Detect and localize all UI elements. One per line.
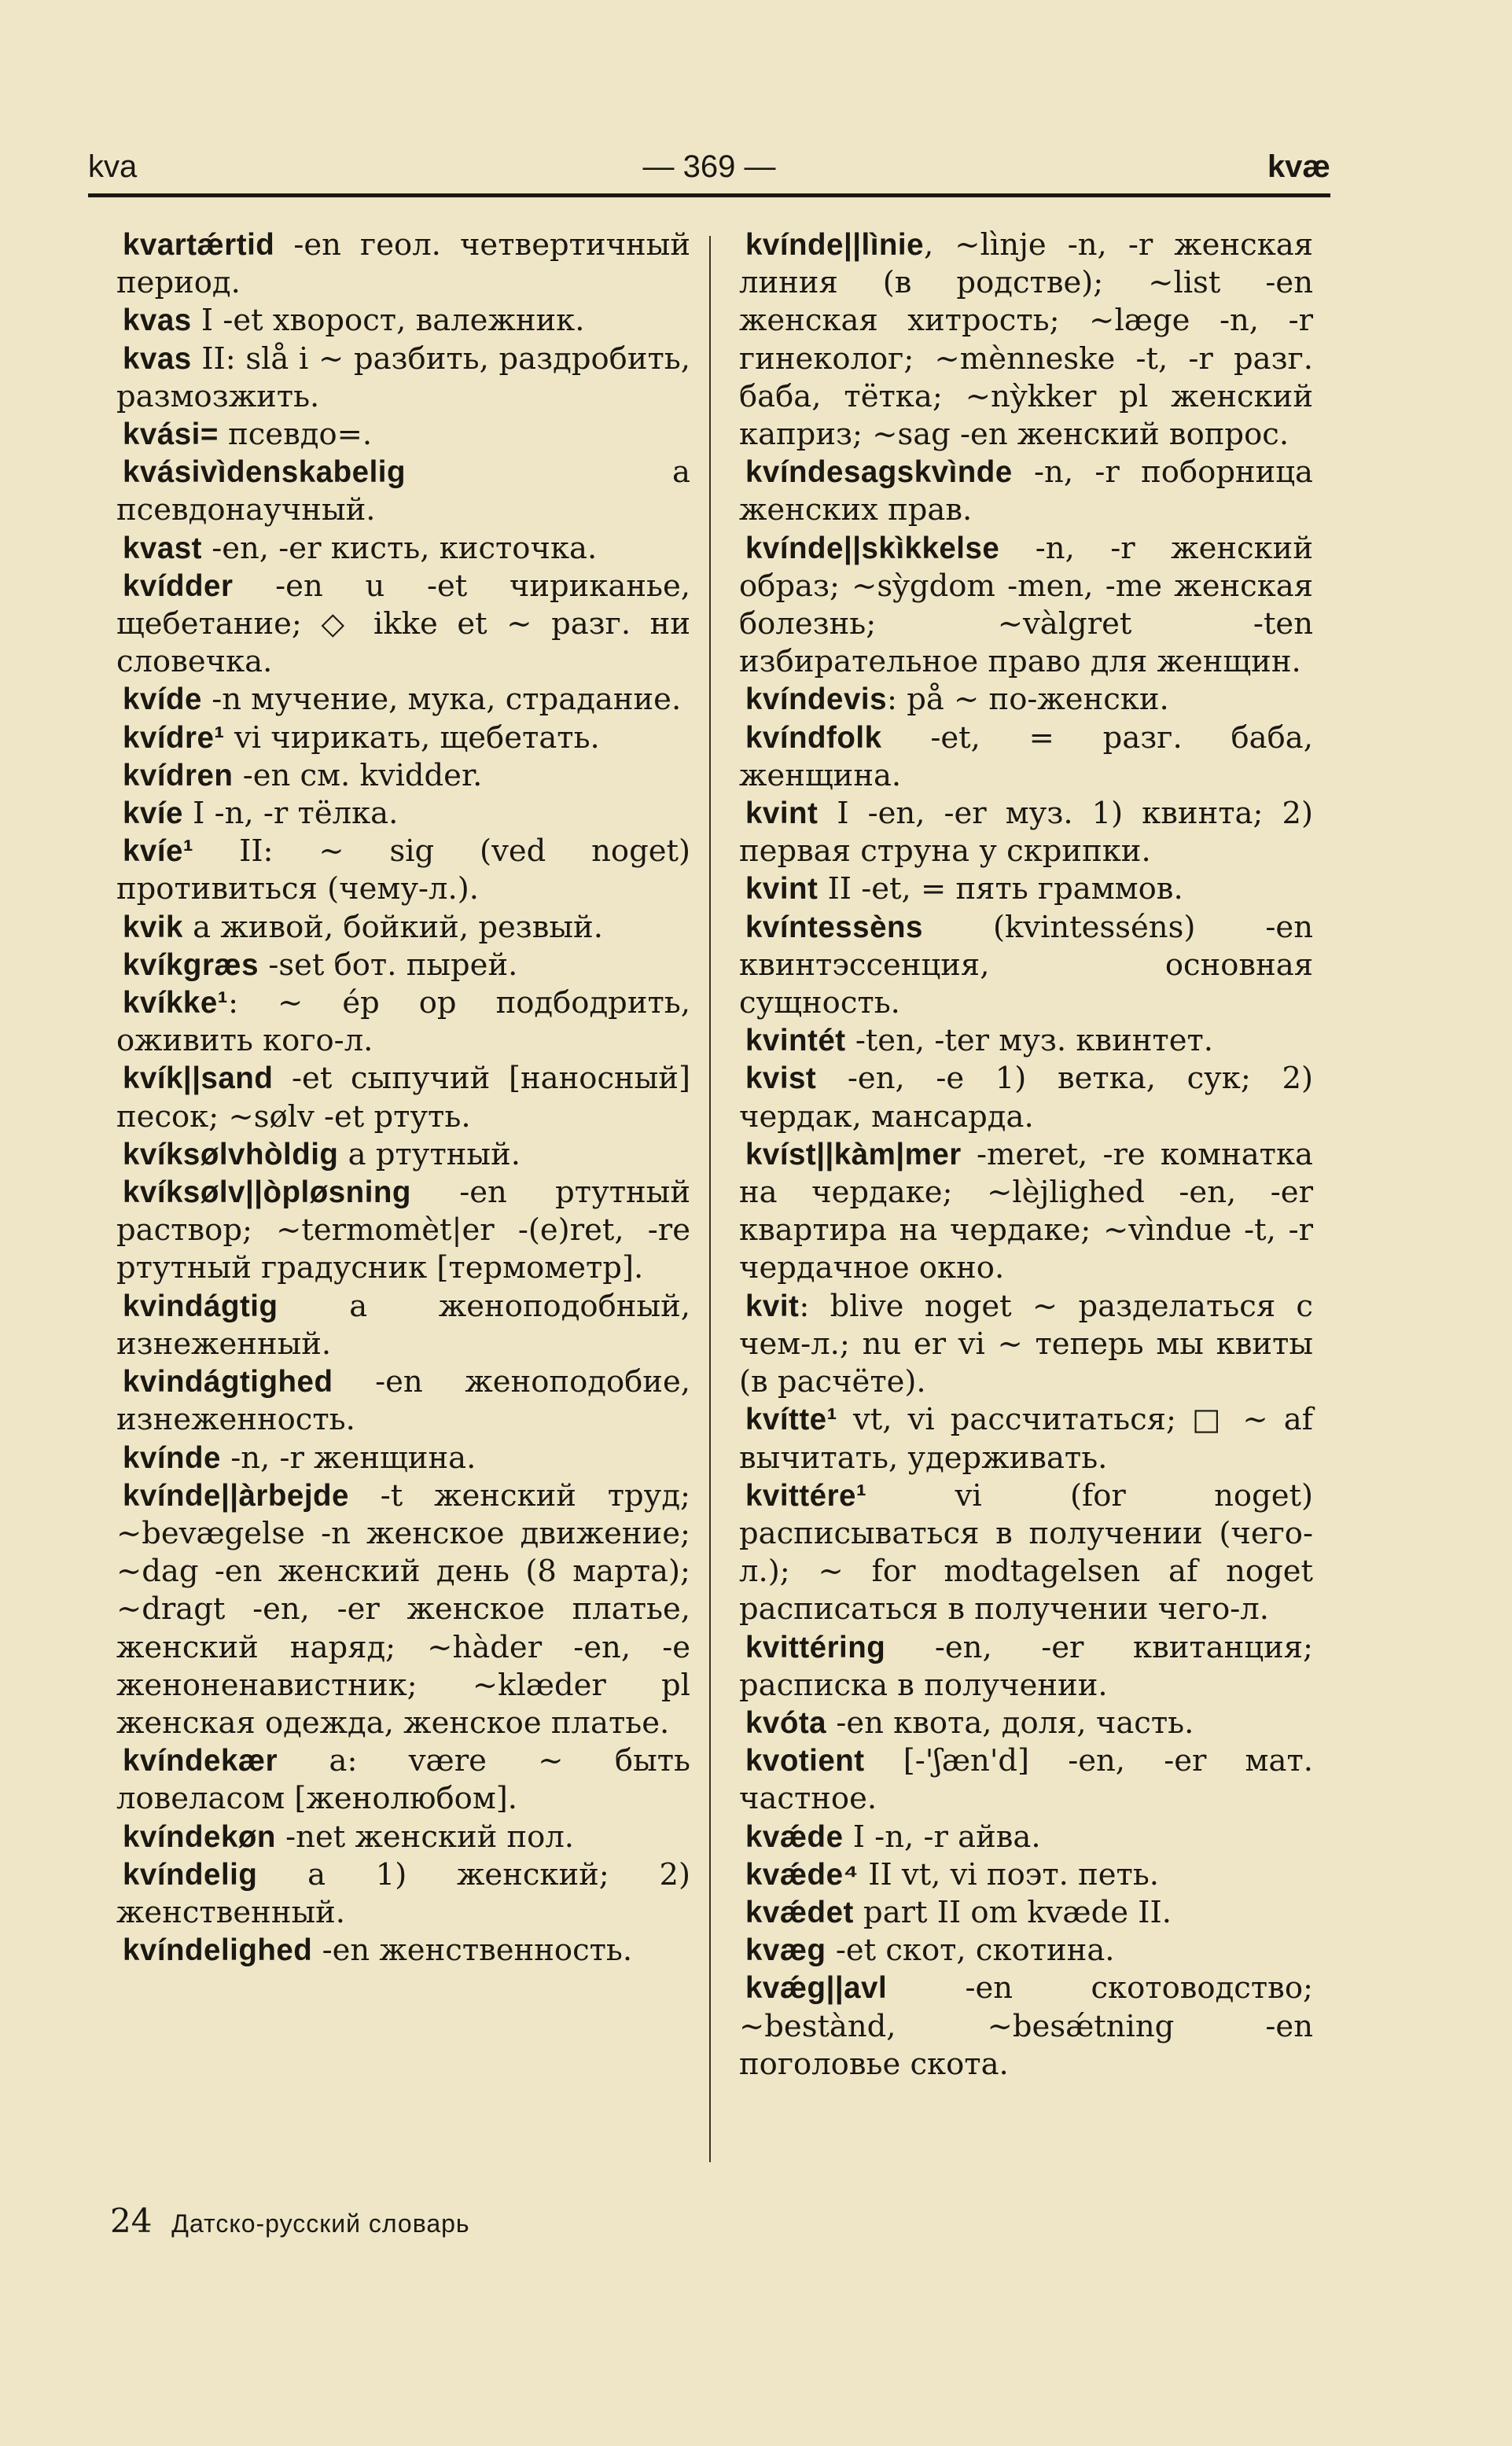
entry-headword: kvíksølvhòldig xyxy=(123,1137,339,1172)
entry-definition: -en, -e 1) ветка, сук; 2) чердак, мансарда. xyxy=(739,1061,1313,1135)
entry-definition: a псевдонаучный. xyxy=(116,454,690,528)
dictionary-entry xyxy=(116,1060,690,1135)
entry-headword: kvæg xyxy=(745,1933,826,1968)
entry-definition: -net женский пол. xyxy=(275,1819,575,1855)
entry-headword: kvínde||lìnie xyxy=(745,228,925,262)
entry-headword: kvartǽrtid xyxy=(123,228,275,262)
dictionary-entry xyxy=(116,454,690,529)
dictionary-entry xyxy=(739,1894,1313,1932)
entry-headword: kvist xyxy=(745,1061,817,1096)
left-column xyxy=(116,226,690,1970)
entry-headword: kvík||sand xyxy=(123,1061,274,1096)
entry-definition: (kvintesséns) -en квинтэссенция, основная сущность. xyxy=(739,909,1313,1021)
dictionary-entry xyxy=(739,1932,1313,1970)
entry-headword: kvas xyxy=(123,341,192,376)
dictionary-entry xyxy=(116,1742,690,1818)
dictionary-entry xyxy=(739,681,1313,719)
dictionary-entry xyxy=(739,454,1313,529)
entry-definition: -et скот, скотина. xyxy=(826,1933,1115,1969)
entry-headword: kvíe xyxy=(123,796,183,831)
entry-headword: kvast xyxy=(123,531,202,565)
entry-headword: kvíksølv||òpløsning xyxy=(123,1175,411,1210)
entry-headword: kvintét xyxy=(745,1024,846,1058)
entry-headword: kvíndelighed xyxy=(123,1933,313,1968)
entry-headword: kvik xyxy=(123,910,183,944)
header-guide-word-left: kva xyxy=(88,149,138,184)
dictionary-entry xyxy=(116,1363,690,1439)
entry-definition: -en, -er квитанция; расписка в получении. xyxy=(739,1629,1313,1703)
entry-definition: -en ртутный раствор; ∼termomèt|er -(e)ret, -re ртутный градусник [термометр]. xyxy=(116,1175,690,1286)
entry-definition: II -et, = пять граммов. xyxy=(818,871,1183,907)
dictionary-entry xyxy=(739,1060,1313,1135)
entry-definition: -meret, -re комнатка на чердаке; ∼lèjlighed -en, -er квартира на чердаке; ∼vìndue -t, -r чердачное окно. xyxy=(739,1136,1313,1286)
dictionary-entry xyxy=(116,719,690,757)
entry-definition: vi (for noget) расписываться в получении (чего-л.); ∼ for modtagelsen af noget расписаться в получении чего-л. xyxy=(739,1477,1313,1628)
entry-headword: kvínde xyxy=(123,1440,221,1475)
entry-headword: kvíndevis xyxy=(745,682,887,717)
entry-headword: kvit xyxy=(745,1289,800,1323)
entry-headword: kvínde||àrbejde xyxy=(123,1478,349,1513)
entry-definition: [-'ʃæn'd] -en, -er мат. частное. xyxy=(739,1743,1313,1817)
dictionary-entry xyxy=(116,757,690,795)
dictionary-entry xyxy=(739,1477,1313,1629)
dictionary-entry xyxy=(739,1970,1313,2084)
dictionary-entry xyxy=(116,226,690,302)
entry-definition: -t женский труд; ∼bevægelse -n женское движение; ∼dag -en женский день (8 марта); ∼dragt -en, -er женское платье, женский наряд; ∼hàder -en, -e женоненавистник; ∼klæder pl женская одежда, женское платье. xyxy=(116,1477,690,1741)
dictionary-entry xyxy=(116,1440,690,1477)
dictionary-entry xyxy=(116,909,690,947)
entry-definition: -en квота, доля, часть. xyxy=(826,1705,1194,1741)
entry-definition: : ∼ ép op подбодрить, оживить кого-л. xyxy=(116,985,690,1059)
entry-definition: II: slå i ∼ разбить, раздробить, размозжить. xyxy=(116,340,690,414)
entry-definition: -n, -r поборница женских прав. xyxy=(739,454,1313,528)
entry-definition: vi чирикать, щебетать. xyxy=(224,719,600,756)
dictionary-entry xyxy=(739,870,1313,908)
entry-definition: I -en, -er муз. 1) квинта; 2) первая струна у скрипки. xyxy=(739,796,1313,870)
entry-definition: I -et хворост, валежник. xyxy=(191,303,585,339)
dictionary-entry xyxy=(116,1932,690,1970)
entry-definition: -en см. kvidder. xyxy=(233,757,483,793)
dictionary-entry xyxy=(739,1401,1313,1477)
entry-definition: II: ∼ sig (ved noget) противиться (чему-л.). xyxy=(116,833,690,907)
entry-definition: I -n, -r айва. xyxy=(843,1819,1041,1855)
dictionary-entry xyxy=(116,1136,690,1174)
entry-headword: kvíst||kàm|mer xyxy=(745,1137,962,1172)
entry-headword: kvítte¹ xyxy=(745,1403,837,1437)
dictionary-entry xyxy=(739,1288,1313,1402)
entry-headword: kvídder xyxy=(123,568,234,603)
entry-headword: kvíkke¹ xyxy=(123,986,229,1021)
dictionary-entry xyxy=(739,1136,1313,1288)
dictionary-entry xyxy=(739,719,1313,795)
entry-definition: -en, -er кисть, кисточка. xyxy=(201,530,598,566)
dictionary-entry xyxy=(116,681,690,719)
dictionary-entry xyxy=(739,795,1313,870)
dictionary-entry xyxy=(739,1022,1313,1060)
entry-headword: kvínde||skìkkelse xyxy=(745,531,1000,565)
entry-headword: kvídre¹ xyxy=(123,720,225,755)
entry-definition: II vt, vi поэт. петь. xyxy=(859,1856,1160,1892)
dictionary-entry xyxy=(739,909,1313,1023)
dictionary-entry xyxy=(739,1856,1313,1894)
entry-headword: kvíndelig xyxy=(123,1857,258,1892)
dictionary-entry xyxy=(739,1742,1313,1818)
entry-definition: -en скотоводство; ∼bestànd, ∼besǽtning -en поголовье скота. xyxy=(739,1970,1313,2082)
entry-definition: псевдо=. xyxy=(218,417,373,453)
entry-definition: : på ∼ по-женски. xyxy=(887,682,1169,718)
entry-headword: kvíntessèns xyxy=(745,910,923,944)
entry-definition: -n мучение, мука, страдание. xyxy=(201,682,682,718)
entry-definition: -et, = разг. баба, женщина. xyxy=(739,719,1313,793)
dictionary-entry xyxy=(116,1174,690,1288)
entry-headword: kvíe¹ xyxy=(123,834,194,869)
footer-signature-number: 24 xyxy=(110,2201,153,2240)
entry-definition: -en женоподобие, изнеженность. xyxy=(116,1364,690,1438)
entry-definition: a 1) женский; 2) женственный. xyxy=(116,1856,690,1930)
entry-headword: kvotient xyxy=(745,1744,865,1778)
dictionary-entry xyxy=(739,226,1313,454)
page-header xyxy=(88,149,1330,197)
column-divider xyxy=(709,236,711,2162)
dictionary-entry xyxy=(739,1705,1313,1742)
entry-headword: kvint xyxy=(745,796,819,831)
entry-headword: kvittéring xyxy=(745,1630,886,1664)
entry-definition: part II om kvæde II. xyxy=(853,1894,1172,1930)
entry-definition: -ten, -ter муз. квинтет. xyxy=(845,1023,1214,1059)
entry-headword: kvittére¹ xyxy=(745,1478,867,1513)
entry-definition: vt, vi рассчитаться; □ ∼ af вычитать, удерживать. xyxy=(739,1402,1313,1476)
entry-definition: -n, -r женский образ; ∼sỳgdom -men, -me женская болезнь; ∼vàlgret -ten избирательное право для женщин. xyxy=(739,530,1313,680)
entry-headword: kvindágtig xyxy=(123,1289,278,1323)
dictionary-entry xyxy=(116,302,690,340)
entry-definition: : blive noget ∼ разделаться с чем-л.; nu er vi ∼ теперь мы квиты (в расчёте). xyxy=(739,1288,1313,1400)
entry-headword: kvíndekøn xyxy=(123,1819,276,1854)
dictionary-entry xyxy=(116,947,690,984)
dictionary-entry xyxy=(116,568,690,682)
header-guide-word-right: kvæ xyxy=(1267,149,1330,184)
entry-headword: kvíkgræs xyxy=(123,947,259,982)
entry-headword: kvǽg||avl xyxy=(745,1971,888,2006)
dictionary-entry xyxy=(116,984,690,1060)
entry-headword: kvíndekær xyxy=(123,1744,278,1778)
page-footer xyxy=(110,2201,470,2240)
entry-headword: kvint xyxy=(745,872,819,907)
entry-headword: kvásivìdenskabelig xyxy=(123,455,406,490)
entry-headword: kvǽdet xyxy=(745,1895,854,1929)
dictionary-entry xyxy=(116,530,690,568)
page-number: — 369 — xyxy=(642,149,776,184)
dictionary-entry xyxy=(116,1819,690,1856)
dictionary-entry xyxy=(116,833,690,908)
entry-headword: kvíde xyxy=(123,682,202,717)
right-column xyxy=(739,226,1313,2084)
entry-headword: kvíndesagskvìnde xyxy=(745,455,1013,490)
entry-definition: -en u -et чириканье, щебетание; ◇ ikke et ∼ разг. ни словечка. xyxy=(116,568,690,680)
entry-definition: a женоподобный, изнеженный. xyxy=(116,1288,690,1362)
entry-headword: kvíndfolk xyxy=(745,720,882,755)
entry-definition: -en женственность. xyxy=(312,1933,633,1969)
entry-definition: -et сыпучий [наносный] песок; ∼sølv -et ртуть. xyxy=(116,1061,690,1135)
entry-headword: kvindágtighed xyxy=(123,1365,333,1400)
entry-definition: a: være ∼ быть ловеласом [женолюбом]. xyxy=(116,1743,690,1817)
dictionary-entry xyxy=(739,530,1313,682)
header-rule xyxy=(88,193,1330,197)
entry-definition: I -n, -r тёлка. xyxy=(182,796,399,832)
entry-definition: a ртутный. xyxy=(338,1136,521,1172)
entry-definition: , ∼lìnje -n, -r женская линия (в родстве); ∼list -en женская хитрость; ∼læge -n, -r гинеколог; ∼mènneske -t, -r разг. баба, тётка; ∼nỳkker pl женский каприз; ∼sag -en женский вопрос. xyxy=(739,227,1313,453)
entry-definition: -n, -r женщина. xyxy=(220,1440,476,1476)
dictionary-entry xyxy=(739,1819,1313,1856)
entry-headword: kvóta xyxy=(745,1705,827,1740)
dictionary-entry xyxy=(116,1288,690,1363)
footer-book-title: Датско-русский словарь xyxy=(171,2209,470,2238)
entry-headword: kvǽde⁴ xyxy=(745,1857,859,1892)
dictionary-entry xyxy=(116,1477,690,1742)
dictionary-entry xyxy=(116,795,690,833)
entry-headword: kvǽde xyxy=(745,1819,844,1854)
entry-definition: a живой, бойкий, резвый. xyxy=(182,909,603,945)
entry-headword: kvas xyxy=(123,303,192,338)
entry-definition: -set бот. пырей. xyxy=(259,947,518,983)
dictionary-entry xyxy=(739,1629,1313,1705)
dictionary-entry xyxy=(116,340,690,416)
entry-headword: kvídren xyxy=(123,758,234,793)
entry-headword: kvási= xyxy=(123,417,219,452)
dictionary-entry xyxy=(116,416,690,454)
entry-definition: -en геол. четвертичный период. xyxy=(116,227,690,301)
dictionary-entry xyxy=(116,1856,690,1932)
